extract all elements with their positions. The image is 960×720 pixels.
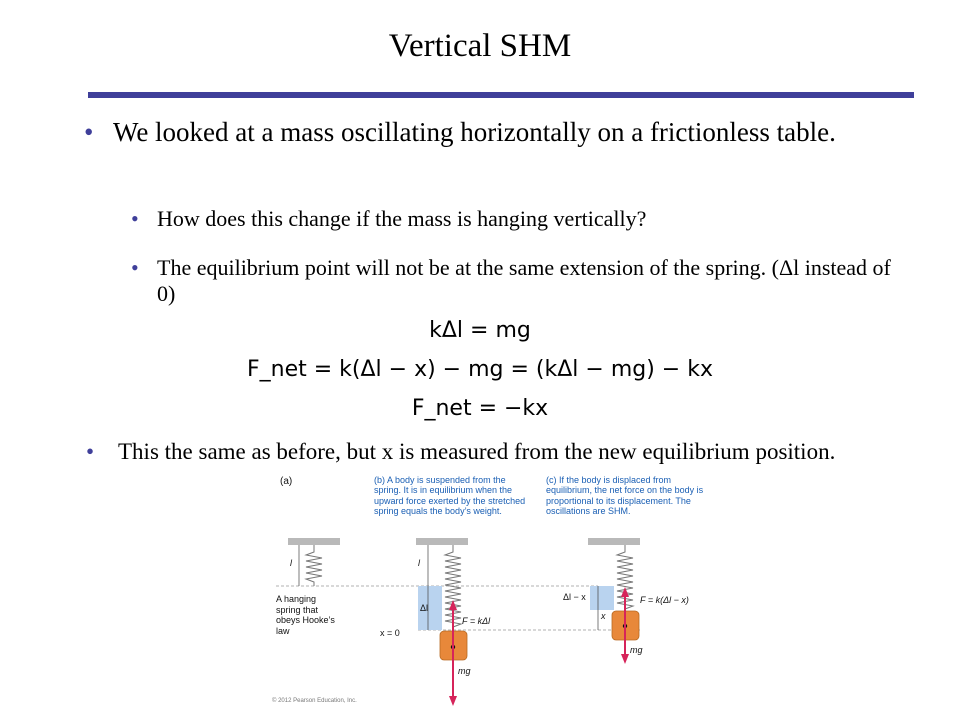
x-zero-label: x = 0	[380, 628, 400, 638]
arrow-head-down-b	[449, 696, 457, 706]
sub-bullet-vertical-question	[131, 206, 891, 232]
force-label-c: F = k(Δl − x)	[640, 595, 689, 605]
slide-title: Vertical SHM	[388, 28, 572, 64]
bullet-marker: •	[84, 117, 94, 147]
bullet-text: This the same as before, but x is measured from the new equilibrium position.	[118, 439, 836, 464]
arrow-head-down-c	[621, 654, 629, 664]
length-label-b: l	[418, 558, 420, 568]
equation-net-force-expanded: F_net = k(Δl − x) − mg = (kΔl − mg) − kx	[247, 357, 713, 382]
delta-l-minus-x-label: Δl − x	[563, 592, 586, 602]
bullet-text: We looked at a mass oscillating horizontally on a frictionless table.	[113, 117, 836, 147]
force-label-b: F = kΔl	[462, 616, 491, 626]
equation-equilibrium: kΔl = mg	[429, 318, 531, 343]
panel-b-caption: (b) A body is suspended from the spring. It is in equilibrium when the upward force exerted by the stretched spring equals the body’s weight.	[374, 475, 526, 516]
ceiling-c	[588, 538, 640, 545]
bullet-marker: •	[86, 439, 95, 464]
panel-c-caption: (c) If the body is displaced from equilibrium, the net force on the body is proportional to its displacement. The oscillations are SHM.	[546, 475, 704, 516]
bullet-text: The equilibrium point will not be at the same extension of the spring. (Δl instead of 0)	[157, 255, 891, 306]
weight-label-b: mg	[458, 666, 471, 676]
bullet-conclusion	[86, 437, 906, 466]
sub-bullet-equilibrium	[131, 255, 891, 307]
ceiling-b	[416, 538, 468, 545]
bullet-horizontal-oscillation	[84, 117, 924, 148]
equation-net-force: F_net = −kx	[411, 396, 549, 421]
panel-a-label: (a)	[280, 476, 293, 487]
stretch-region-c	[590, 586, 614, 610]
bullet-marker: •	[131, 255, 139, 280]
spring-a	[306, 545, 322, 586]
ceiling-a	[288, 538, 340, 545]
hanging-spring-note: A hanging spring that obeys Hooke’s law	[276, 594, 335, 636]
title-divider	[88, 92, 914, 98]
x-label-c: x	[601, 611, 606, 621]
delta-l-label-b: Δl	[420, 603, 429, 613]
bullet-marker: •	[131, 206, 139, 231]
weight-label-c: mg	[630, 645, 643, 655]
bullet-text: How does this change if the mass is hanging vertically?	[157, 206, 647, 231]
copyright-note: © 2012 Pearson Education, Inc.	[272, 698, 357, 704]
length-label-a: l	[290, 558, 292, 568]
vertical-spring-figure	[268, 470, 720, 710]
